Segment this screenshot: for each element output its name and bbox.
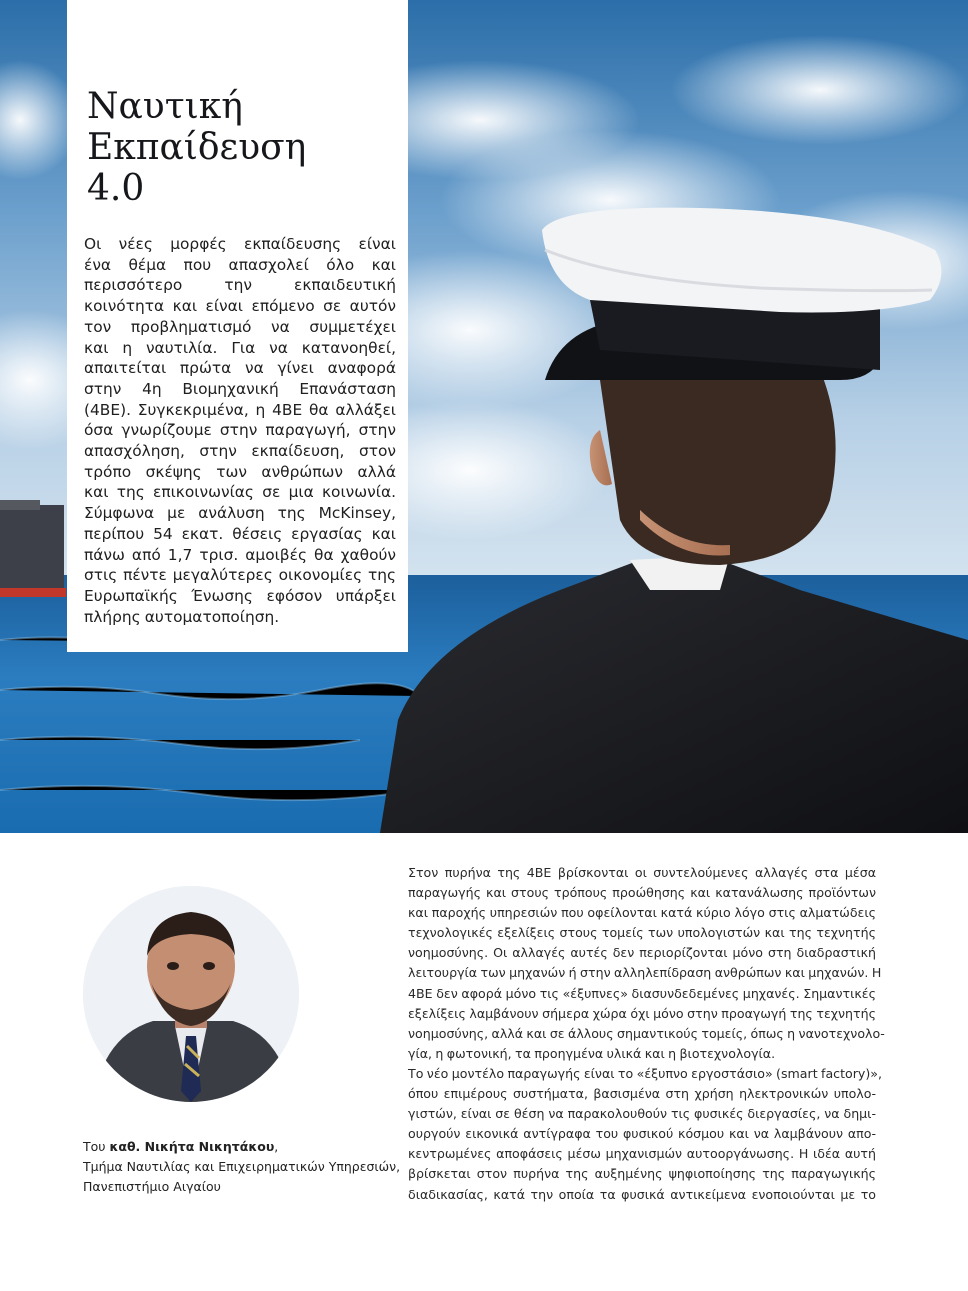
lead-line: περισσότερο την εκπαιδευτική bbox=[84, 276, 396, 295]
lead-line: Ευρωπαϊκής Ένωσης εφόσον υπάρξει bbox=[84, 586, 396, 605]
body-line: τεχνολογικές εξελίξεις στους τομείς των υπολογιστών και της τεχνητής bbox=[408, 925, 876, 941]
body-line: παραγωγής και στους τρόπους προώθησης και κατανάλωσης προϊόντων bbox=[408, 885, 876, 901]
lead-line: Σύμφωνα με ανάλυση της McKinsey, bbox=[84, 504, 396, 523]
body-line: γία, η φωτονική, τα προηγμένα υλικά και η βιοτεχνολογία. bbox=[408, 1045, 776, 1061]
body-line: νοημοσύνης. Οι αλλαγές αυτές δεν περιορίζονται μόνο στη διαδραστική bbox=[408, 945, 876, 961]
title-line: Ναυτική bbox=[87, 86, 243, 127]
body-line: ουργούν εικονικά αντίγραφα του φυσικού κόσμου και να λαμβάνουν απο- bbox=[408, 1126, 876, 1142]
lead-line: απαιτείται πρώτα να γίνει αναφορά bbox=[84, 359, 396, 378]
body-line: λειτουργία των μηχανών ή στην αλληλεπίδραση ανθρώπων και μηχανών. Η bbox=[408, 965, 882, 981]
author-department: Τμήμα Ναυτιλίας και Επιχειρηματικών Υπηρεσιών, bbox=[83, 1159, 401, 1174]
title-line: Εκπαίδευση bbox=[87, 127, 307, 168]
lead-line: κοινότητα και είναι επόμενο σε αυτόν bbox=[84, 297, 396, 316]
article-title bbox=[87, 86, 397, 209]
body-line: Στον πυρήνα της 4ΒΕ βρίσκονται οι συντελούμενες αλλαγές στα μέσα bbox=[408, 865, 876, 880]
title-line: 4.0 bbox=[87, 168, 145, 209]
author-suffix: , bbox=[274, 1139, 279, 1154]
body-line: εξελίξεις λαμβάνουν σήμερα χώρα όχι μόνο στην προαγωγή της τεχνητής bbox=[408, 1005, 876, 1021]
lead-paragraph bbox=[84, 234, 396, 627]
ship bbox=[0, 500, 66, 597]
lead-line: περίπου 54 εκατ. θέσεις εργασίας και bbox=[84, 524, 396, 543]
lead-line: τρόπο σκέψης των ανθρώπων αλλά bbox=[84, 462, 396, 481]
body-line: γιστών, είναι σε θέση να παρακολουθούν τις φυσικές διεργασίες, να δημι- bbox=[408, 1106, 876, 1122]
lead-line: στις πέντε μεγαλύτερες οικονομίες της bbox=[84, 566, 396, 585]
lead-line: (4ΒΕ). Συγκεκριμένα, η 4ΒΕ θα αλλάξει bbox=[84, 400, 396, 419]
body-line: νοημοσύνης, αλλά και σε άλλους σημαντικούς τομείς, όπως η νανοτεχνολο- bbox=[408, 1025, 885, 1041]
lead-line: πλήρης αυτοματοποίηση. bbox=[84, 607, 280, 626]
lead-line: και η ναυτιλία. Για να κατανοηθεί, bbox=[84, 338, 396, 357]
intro-panel bbox=[67, 0, 408, 652]
body-line: διαδικασίας, κατά την οποία τα φυσικά αντικείμενα ενοποιούνται με το bbox=[408, 1186, 876, 1202]
lead-line: και της επικοινωνίας σε μια κοινωνία. bbox=[84, 483, 396, 502]
author-university: Πανεπιστήμιο Αιγαίου bbox=[83, 1179, 221, 1194]
author-line bbox=[83, 1137, 393, 1157]
author-credit bbox=[83, 1137, 401, 1197]
portrait-illustration bbox=[83, 886, 299, 1102]
body-line: και παροχής υπηρεσιών που οφείλονται κατά κύριο λόγο στις αλματώδεις bbox=[408, 905, 876, 921]
author-name: καθ. Νικήτα Νικητάκου bbox=[109, 1139, 275, 1154]
body-line: κεντρωμένες αποφάσεις μέσω μηχανισμών αυτοοργάνωσης. Η ιδέα αυτή bbox=[408, 1146, 876, 1162]
lead-line: τον προβληματισμό να συμμετέχει bbox=[84, 317, 396, 336]
lead-line: απασχόληση, στην εκπαίδευση, στον bbox=[84, 442, 396, 461]
lead-line: Οι νέες μορφές εκπαίδευσης είναι bbox=[84, 235, 396, 253]
lead-line: πάνω από 1,7 τρισ. αμοιβές θα χαθούν bbox=[84, 545, 396, 564]
body-line: 4ΒΕ δεν αφορά μόνο τις «έξυπνες» διασυνδεδεμένες μηχανές. Σημαντικές bbox=[408, 985, 876, 1001]
body-line: όπου επιμέρους συστήματα, βασισμένα στη χρήση ηλεκτρονικών υπολο- bbox=[408, 1086, 876, 1102]
body-column bbox=[408, 863, 885, 1205]
lead-line: όσα γνωρίζουμε στην παραγωγή, στην bbox=[84, 421, 396, 440]
author-prefix: Του bbox=[83, 1139, 110, 1154]
lead-line: στην 4η Βιομηχανική Επανάσταση bbox=[84, 379, 396, 398]
body-line: Το νέο μοντέλο παραγωγής είναι το «έξυπνο εργοστάσιο» (smart factory)», bbox=[408, 1065, 882, 1081]
author-portrait bbox=[83, 886, 299, 1102]
lead-line: ένα θέμα που απασχολεί όλο και bbox=[84, 255, 396, 274]
body-line: βρίσκεται στον πυρήνα της αυξημένης ψηφιοποίησης της παραγωγικής bbox=[408, 1166, 876, 1182]
